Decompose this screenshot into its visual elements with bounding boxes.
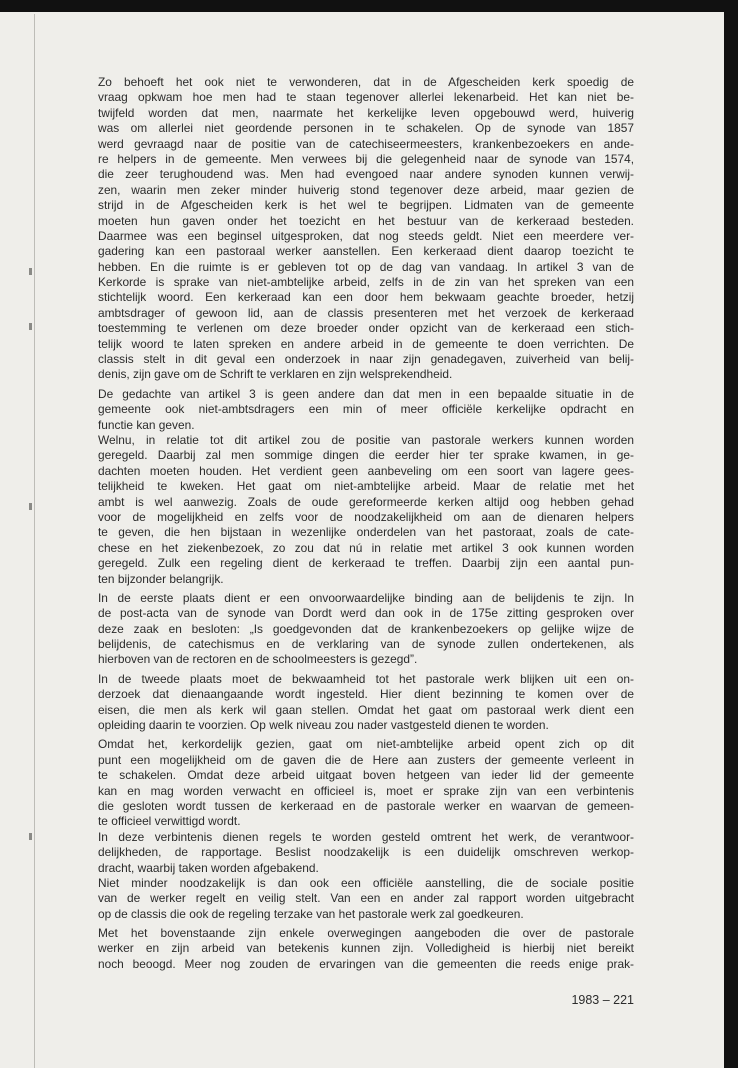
- text-line: Omdat het, kerkordelijk gezien, gaat om niet-ambtelijke arbeid opent zich op dit: [98, 737, 634, 752]
- text-line: toestemming te verlenen om deze broeder onder opzicht van de kerkeraad een stich-: [98, 321, 634, 336]
- text-line: deze zaak en besloten: „Is goedgevonden dat de krankenbezoekers op gelijke wijze de: [98, 621, 634, 636]
- text-line: de post-acta van de synode van Dordt werd dan ook in de 175e zitting gesproken over: [98, 606, 634, 621]
- text-line: twijfeld worden dat men, naarmate het kerkelijke leven opgebouwd werd, huiverig: [98, 105, 634, 120]
- text-line: Niet minder noodzakelijk is dan ook een officiële aanstelling, die de sociale positie: [98, 875, 634, 890]
- scan-border-right: [724, 0, 738, 1068]
- text-line: dachten moeten houden. Het verdient geen aanbeveling om een soort van lagere gees-: [98, 463, 634, 478]
- text-line: Met het bovenstaande zijn enkele overwegingen aangeboden die over de pastorale: [98, 926, 634, 941]
- text-line: gemeente ook niet-ambtsdragers een min of meer officiële kerkelijke opdracht en: [98, 402, 634, 417]
- text-line: geregeld. Daarbij zal men sommige dingen die eerder hier ter sprake kwamen, in ge-: [98, 448, 634, 463]
- text-line: ambt is wel aanwezig. Zoals de oude gereformeerde kerken altijd oog hebben gehad: [98, 494, 634, 509]
- margin-mark: [29, 833, 32, 840]
- text-line: te schakelen. Omdat deze arbeid uitgaat boven hetgeen van ieder lid der gemeente: [98, 768, 634, 783]
- text-line: voor de mogelijkheid en zelfs voor de noodzakelijkheid om aan de dienaren helpers: [98, 509, 634, 524]
- paragraph: [98, 433, 634, 587]
- text-line: delijkheden, de rapportage. Beslist noodzakelijk is een duidelijk omschreven werkop-: [98, 845, 634, 860]
- paragraph: [98, 926, 634, 972]
- text-line: ambtsdrager of gewoon lid, aan de classis presenteren met het verzoek de kerkeraad: [98, 305, 634, 320]
- text-line: In de eerste plaats dient er een onvoorwaardelijke binding aan de belijdenis te zijn. In: [98, 590, 634, 605]
- text-line: functie kan geven.: [98, 417, 195, 432]
- margin-mark: [29, 503, 32, 510]
- text-line: chese en het ziekenbezoek, zo zou dat nú in relatie met artikel 3 ook kunnen worden: [98, 540, 634, 555]
- text-line: kan en mag worden verwacht en officieel is, moet er sprake zijn van een verbintenis: [98, 783, 634, 798]
- text-line: punt een mogelijkheid om de gaven die de Here aan zusters der gemeente verleent in: [98, 752, 634, 767]
- body-text: [98, 75, 634, 972]
- text-line: werker en zijn arbeid van betekenis kunnen zijn. Volledigheid is hierbij niet bereikt: [98, 941, 634, 956]
- paragraph: [98, 591, 634, 668]
- text-line: gadering kan een pastoraal werker aanstellen. Een kerkeraad dient daarop toezicht te: [98, 244, 634, 259]
- text-line: die zeer terughoudend was. Men had evengoed naar andere synoden kunnen verwij-: [98, 167, 634, 182]
- text-line: geregeld. Zulk een regeling dient de kerkeraad te treffen. Daarbij zijn een aantal pun-: [98, 556, 634, 571]
- text-line: denis, zijn gave om de Schrift te verklaren en zijn welsprekendheid.: [98, 367, 453, 382]
- page-number: 1983 – 221: [571, 993, 634, 1007]
- paragraph: [98, 876, 634, 922]
- text-line: werd gevraagd naar de positie van de catechiseermeesters, krankenbezoekers en ande-: [98, 136, 634, 151]
- text-line: stichtelijk woord. Een kerkeraad kan een door hem bekwaam geachte broeder, hetzij: [98, 290, 634, 305]
- text-line: hierboven van de rectoren en de schoolmeesters is gezegd”.: [98, 652, 418, 667]
- page-edge-line: [34, 14, 35, 1068]
- text-line: In de tweede plaats moet de bekwaamheid tot het pastorale werk blijken uit een on-: [98, 671, 634, 686]
- text-line: noch beoogd. Meer nog zouden de ervaringen van die gemeenten die reeds enige prak-: [98, 956, 634, 971]
- margin-mark: [29, 323, 32, 330]
- text-line: dracht, waarbij taken worden afgebakend.: [98, 860, 319, 875]
- text-line: Zo behoeft het ook niet te verwonderen, dat in de Afgescheiden kerk spoedig de: [98, 75, 634, 89]
- paragraph: [98, 387, 634, 433]
- paragraph: [98, 830, 634, 876]
- text-line: die gesloten wordt tussen de kerkeraad en de pastorale werker en waarvan de gemeen-: [98, 798, 634, 813]
- text-line: Daarmee was een beginsel uitgesproken, dat nog steeds geldt. Niet een meerdere ver-: [98, 228, 634, 243]
- text-line: op de classis die ook de regeling terzake van het pastorale werk zal goedkeuren.: [98, 906, 524, 921]
- text-line: telijk woord te laten spreken en andere arbeid in de gemeente te doen verrichten. De: [98, 336, 634, 351]
- paragraph: [98, 75, 634, 383]
- text-line: In deze verbintenis dienen regels te worden gesteld omtrent het werk, de verantwoor-: [98, 829, 634, 844]
- text-line: classis stelt in dit geval een onderzoek in naar zijn genadegaven, zuiverheid van belij-: [98, 352, 634, 367]
- text-line: zen, waarin men zeker minder huiverig stond tegenover deze arbeid, maar gezien de: [98, 182, 634, 197]
- text-line: strijd in de Afgescheiden kerk is het wel te begrijpen. Lidmaten van de gemeente: [98, 198, 634, 213]
- text-line: derzoek dat dienaangaande wordt ingesteld. Hier dient bezinning te komen over de: [98, 687, 634, 702]
- text-line: van de werker regelt en veilig stelt. Van een en ander zal rapport worden uitgebracht: [98, 891, 634, 906]
- text-line: re helpers in de gemeente. Men verwees bij die gelegenheid naar de synode van 1574,: [98, 151, 634, 166]
- text-line: ten bijzonder belangrijk.: [98, 571, 224, 586]
- text-line: was om allerlei niet geordende personen in te schakelen. Op de synode van 1857: [98, 121, 634, 136]
- text-line: hebben. En die ruimte is er gebleven tot op de dag van vandaag. In artikel 3 van de: [98, 259, 634, 274]
- text-line: vraag opkwam hoe men had te staan tegenover allerlei lekenarbeid. Het kan niet be-: [98, 90, 634, 105]
- text-line: telijkheid te kweken. Het gaat om niet-ambtelijke arbeid. Maar de relatie met het: [98, 479, 634, 494]
- margin-mark: [29, 268, 32, 275]
- paragraph: [98, 737, 634, 829]
- paragraph: [98, 672, 634, 734]
- text-line: Welnu, in relatie tot dit artikel zou de positie van pastorale werkers kunnen worden: [98, 432, 634, 447]
- text-line: opleiding daarin te voorzien. Op welk niveau zou nader vastgesteld dienen te worden.: [98, 718, 549, 733]
- scan-border-top: [0, 0, 738, 12]
- text-line: Kerkorde is sprake van niet-ambtelijke arbeid, zelfs in de zin van het spreken van een: [98, 275, 634, 290]
- text-line: te officieel verwittigd wordt.: [98, 814, 241, 829]
- text-line: te geven, die hen bijstaan in wezenlijke onderdelen van het pastoraat, zoals de cate-: [98, 525, 634, 540]
- text-line: belijdenis, de catechismus en de verklaring van de synode zullen ondertekenen, als: [98, 637, 634, 652]
- text-line: eisen, die men als kerk wil gaan stellen. Omdat het gaat om pastoraal werk dient een: [98, 702, 634, 717]
- text-line: De gedachte van artikel 3 is geen andere dan dat men in een bepaalde situatie in de: [98, 386, 634, 401]
- text-line: moeten hun gaven onder het toezicht en het bestuur van de kerkeraad besteden.: [98, 213, 634, 228]
